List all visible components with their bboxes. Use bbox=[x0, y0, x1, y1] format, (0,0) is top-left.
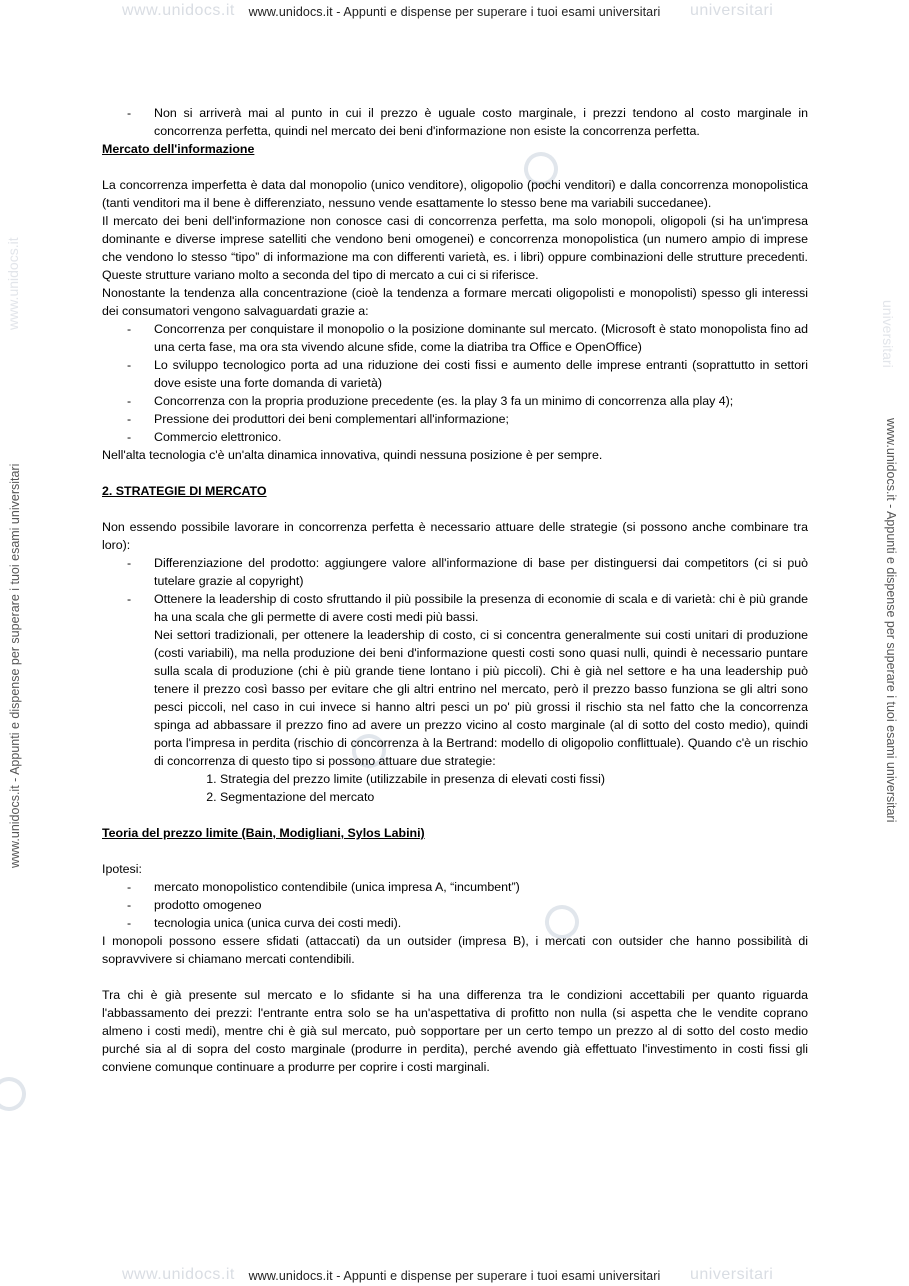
page-header[interactable]: www.unidocs.it - Appunti e dispense per superare i tuoi esami universitari bbox=[248, 5, 661, 19]
paragraph: Nell'alta tecnologia c'è un'alta dinamica innovativa, quindi nessuna posizione è per sempre. bbox=[102, 448, 603, 462]
list-item: - Concorrenza con la propria produzione precedente (es. la play 3 fa un minimo di concorrenza alla play 4); bbox=[102, 392, 808, 410]
bullet-list-ipotesi bbox=[102, 878, 808, 932]
side-watermark-left: www.unidocs.it bbox=[5, 237, 21, 330]
numbered-list-strategie bbox=[102, 770, 808, 806]
list-item: - Lo sviluppo tecnologico porta ad una riduzione dei costi fissi e aumento delle imprese entranti (soprattutto in settori dove esiste una forte domanda di varietà) bbox=[102, 356, 808, 392]
paragraph: Il mercato dei beni dell'informazione non conosce casi di concorrenza perfetta, ma solo monopoli, oligopoli (si ha un'impresa dominante e diverse imprese satelliti che vendono beni omogenei) e concorrenza monopolistica (un numero ampio di imprese che vendono lo stesso “tipo” di informazione ma con differenti varietà, es. i libri) oppure combinazioni delle strutture precedenti. Queste strutture variano molto a seconda del tipo di mercato a cui ci si riferisce. bbox=[102, 214, 808, 282]
logo-watermark-icon bbox=[0, 1072, 31, 1116]
list-item: - tecnologia unica (unica curva dei costi medi). bbox=[102, 914, 808, 932]
list-item: 1. Strategia del prezzo limite (utilizzabile in presenza di elevati costi fissi) bbox=[220, 770, 808, 788]
list-item: - mercato monopolistico contendibile (unica impresa A, “incumbent”) bbox=[102, 878, 808, 896]
heading-teoria-prezzo-limite: Teoria del prezzo limite (Bain, Modigliani, Sylos Labini) bbox=[102, 826, 425, 840]
list-item: - Pressione dei produttori dei beni complementari all'informazione; bbox=[102, 410, 808, 428]
list-item: 2. Segmentazione del mercato bbox=[220, 788, 808, 806]
list-item: - Differenziazione del prodotto: aggiungere valore all'informazione di base per distinguersi dai competitors (ci si può tutelare grazie al copyright) bbox=[102, 554, 808, 590]
bullet-list-strategie bbox=[102, 554, 808, 626]
list-item: - Commercio elettronico. bbox=[102, 428, 808, 446]
header-watermark: www.unidocs.it bbox=[122, 2, 235, 19]
paragraph: Nonostante la tendenza alla concentrazione (cioè la tendenza a formare mercati oligopolisti e monopolisti) spesso gli interessi dei consumatori vengono salvaguardati grazie a: bbox=[102, 286, 808, 318]
side-link-right[interactable]: www.unidocs.it - Appunti e dispense per superare i tuoi esami universitari bbox=[884, 418, 898, 823]
paragraph: La concorrenza imperfetta è data dal monopolio (unico venditore), oligopolio (pochi venditori) e dalla concorrenza monopolistica (tanti venditori ma il bene è differenziato, nessuno vende esattamente lo stesso bene ma variabili succedanee). bbox=[102, 178, 808, 210]
list-item: - prodotto omogeneo bbox=[102, 896, 808, 914]
side-watermark-right: universitari bbox=[880, 300, 896, 368]
heading-strategie-mercato: 2. STRATEGIE DI MERCATO bbox=[102, 484, 267, 498]
paragraph: Tra chi è già presente sul mercato e lo sfidante si ha una differenza tra le condizioni accettabili per quanto riguarda l'abbassamento dei prezzi: l'entrante entra solo se ha un'aspettativa di profitto non nulla (si aspetta che le vendite coprano almeno i costi medi), mentre chi è già sul mercato, può sopportare per un certo tempo un prezzo al di sotto del costo medio purché sia al di sopra del costo marginale (produrre in perdita), perché avendo già effettuato l'investimento in costi fissi gli conviene comunque continuare a produrre per coprire i costi marginali. bbox=[102, 988, 808, 1074]
list-item: - Ottenere la leadership di costo sfruttando il più possibile la presenza di economie di scala e di varietà: chi è più grande ha una scala che gli permette di avere costi medi più bassi. bbox=[102, 590, 808, 626]
list-item: - Concorrenza per conquistare il monopolio o la posizione dominante sul mercato. (Microsoft è stato monopolista fino ad una certa fase, ma ora sta vivendo alcune sfide, come la diatriba tra Office e OpenOffice) bbox=[102, 320, 808, 356]
header-watermark-end: universitari bbox=[690, 2, 774, 19]
document-body bbox=[102, 104, 808, 1076]
heading-mercato-informazione: Mercato dell'informazione bbox=[102, 142, 255, 156]
paragraph-leadership: Nei settori tradizionali, per ottenere la leadership di costo, ci si concentra generalmente sui costi unitari di produzione (costi variabili), ma nella produzione dei beni d'informazione questi costi sono quasi nulli, quindi è necessario puntare sulla scala di produzione (chi è più grande tiene lontano i più piccoli). Chi è già nel settore e ha una leadership può tenere il prezzo così basso per evitare che gli altri entrino nel mercato, però il prezzo basso funziona se gli altri sono pesci piccoli, nel caso in cui invece si hanno altri pesci un po' più grossi il rischio sta nel fatto che la concorrenza spinga ad abbassare il prezzo fino ad avere un prezzo vicino al costo marginale (al di sotto del costo medio), quindi porta l'impresa in perdita (rischio di concorrenza à la Bertrand: modello di oligopolio conflittuale). Quando c'è un rischio di concorrenza di questo tipo si possono attuare due strategie: bbox=[154, 628, 808, 768]
footer-watermark: www.unidocs.it bbox=[122, 1266, 235, 1283]
bullet-list-salvaguardia bbox=[102, 320, 808, 446]
side-link-left[interactable]: www.unidocs.it - Appunti e dispense per superare i tuoi esami universitari bbox=[8, 463, 22, 868]
paragraph: Non essendo possibile lavorare in concorrenza perfetta è necessario attuare delle strategie (si possono anche combinare tra loro): bbox=[102, 520, 808, 552]
paragraph: I monopoli possono essere sfidati (attaccati) da un outsider (impresa B), i mercati con outsider che hanno possibilità di sopravvivere si chiamano mercati contendibili. bbox=[102, 934, 808, 966]
footer-watermark-end: universitari bbox=[690, 1266, 774, 1283]
page-footer[interactable]: www.unidocs.it - Appunti e dispense per superare i tuoi esami universitari bbox=[248, 1269, 661, 1283]
ipotesi-label: Ipotesi: bbox=[102, 862, 142, 876]
list-item: - Non si arriverà mai al punto in cui il prezzo è uguale costo marginale, i prezzi tendono al costo marginale in concorrenza perfetta, quindi nel mercato dei beni d'informazione non esiste la concorrenza perfetta. bbox=[102, 104, 808, 140]
intro-list bbox=[102, 104, 808, 140]
